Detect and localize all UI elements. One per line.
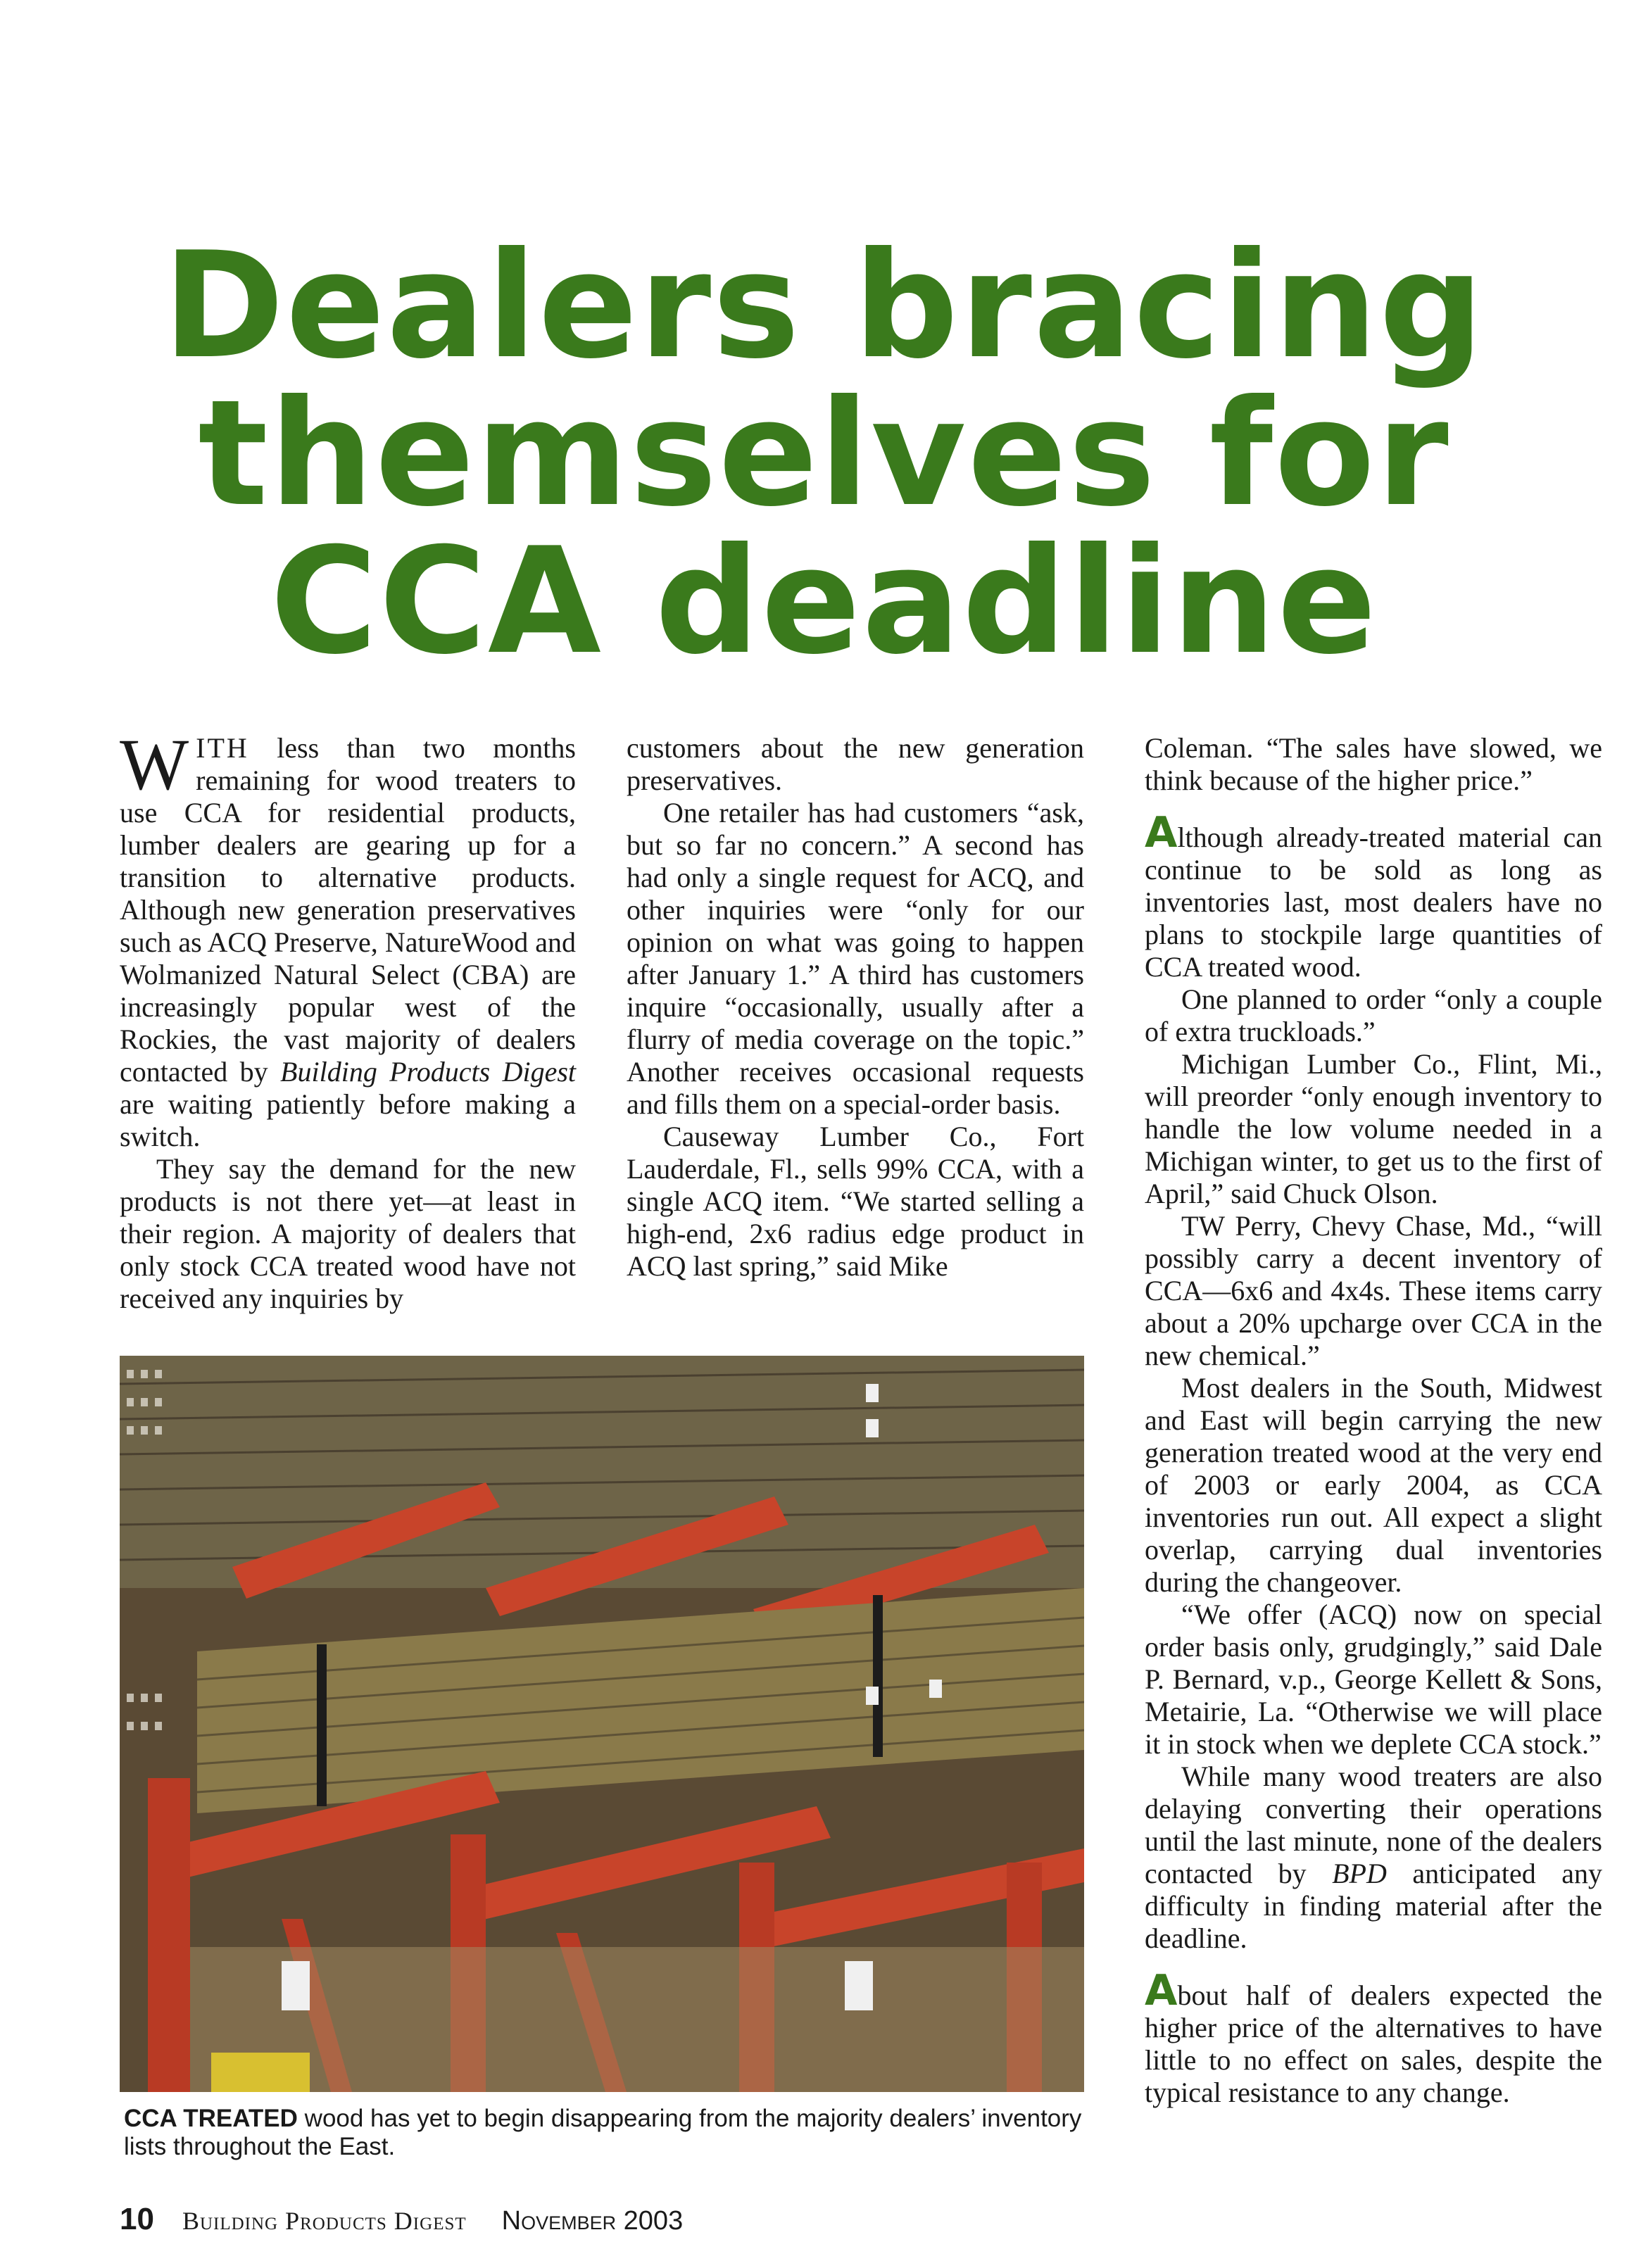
publication-name: Building Products Digest: [280, 1056, 576, 1088]
caption-lead: CCA TREATED: [124, 2105, 298, 2132]
paragraph: Michigan Lumber Co., Flint, Mi., will preorder “only enough inventory to handle the low volume needed in a Michigan winter, to get us to the first of April,” said Chuck Olson.: [1145, 1048, 1602, 1209]
headline: [0, 221, 1648, 687]
paragraph: Most dealers in the South, Midwest and East will begin carrying the new generation treated wood at the very end of 2003 or early 2004, as CCA inventories run out. All expect a slight overlap, carrying dual inventories during the changeover.: [1145, 1372, 1602, 1598]
headline-line-3: CCA deadline: [270, 517, 1378, 687]
article-column-3: [1145, 732, 1602, 2109]
issue-date: November 2003: [501, 2206, 684, 2236]
section-cap: A: [1145, 808, 1178, 857]
article-column-2: [627, 732, 1084, 1283]
paragraph: One planned to order “only a couple of extra truckloads.”: [1145, 983, 1602, 1047]
paragraph-text: are waiting patiently before making a switch.: [120, 1088, 576, 1152]
lumber-rack-illustration: [120, 1356, 1084, 2092]
paragraph-text: bout half of dealers expected the higher price of the alternatives to have little to no effect on sales, despite the typical resistance to any change.: [1145, 1979, 1602, 2108]
paragraph-text: lthough already-treated material can continue to be sold as long as inventories last, most dealers have no plans to stockpile large quantities of CCA treated wood.: [1145, 821, 1602, 983]
headline-line-1: Dealers bracing: [163, 221, 1485, 391]
article-column-1: [120, 724, 576, 1315]
paragraph: [120, 724, 576, 1153]
section-cap: A: [1145, 1966, 1178, 2015]
paragraph: [1145, 1760, 1602, 1955]
paragraph-text: While many wood treaters are also delaying converting their operations until the last minute, none of the dealers contacted by: [1145, 1760, 1602, 1889]
paragraph: [1145, 808, 1602, 983]
lead-caps: ITH: [196, 732, 249, 764]
photo-caption: [124, 2105, 1084, 2161]
caption-text: wood has yet to begin disappearing from the majority dealers’ inventory lists throughout the East.: [124, 2105, 1082, 2160]
drop-cap: W: [120, 724, 189, 805]
paragraph: Causeway Lumber Co., Fort Lauderdale, Fl., sells 99% CCA, with a single ACQ item. “We started selling a high-end, 2x6 radius edge product in ACQ last spring,” said Mike: [627, 1121, 1084, 1282]
paragraph: [1145, 1966, 1602, 2109]
page-footer: [120, 2202, 683, 2237]
lumber-rack-photo: [120, 1356, 1084, 2092]
paragraph: customers about the new generation preservatives.: [627, 732, 1084, 796]
paragraph-text: anticipated any difficulty in finding material after the deadline.: [1145, 1858, 1602, 1954]
paragraph-text: less than two months remaining for wood treaters to use CCA for residential products, lumber dealers are gearing up for a transition to alternative products. Although new generation preservatives such as ACQ Preserve, NatureWood and Wolmanized Natural Select (CBA) are increasingly popular west of the Rockies, the vast majority of dealers contacted by: [120, 732, 576, 1088]
magazine-name: Building Products Digest: [182, 2207, 467, 2235]
page-number: 10: [120, 2202, 154, 2236]
paragraph: They say the demand for the new products is not there yet—at least in their region. A majority of dealers that only stock CCA treated wood have not received any inquiries by: [120, 1153, 576, 1314]
paragraph: One retailer has had customers “ask, but so far no concern.” A second has had only a single request for ACQ, and other inquiries were “only for our opinion on what was going to happen after January 1.” A third has customers inquire “occasionally, usually after a flurry of media coverage on the topic.” Another receives occasional requests and fills them on a special-order basis.: [627, 797, 1084, 1120]
headline-line-2: themselves for: [198, 369, 1450, 539]
publication-abbrev: BPD: [1332, 1858, 1387, 1889]
paragraph: Coleman. “The sales have slowed, we think because of the higher price.”: [1145, 732, 1602, 796]
paragraph: TW Perry, Chevy Chase, Md., “will possibly carry a decent inventory of CCA—6x6 and 4x4s. These items carry about a 20% upcharge over CCA in the new chemical.”: [1145, 1210, 1602, 1371]
paragraph: “We offer (ACQ) now on special order basis only, grudgingly,” said Dale P. Bernard, v.p., George Kellett & Sons, Metairie, La. “Otherwise we will place it in stock when we deplete CCA stock.”: [1145, 1599, 1602, 1760]
